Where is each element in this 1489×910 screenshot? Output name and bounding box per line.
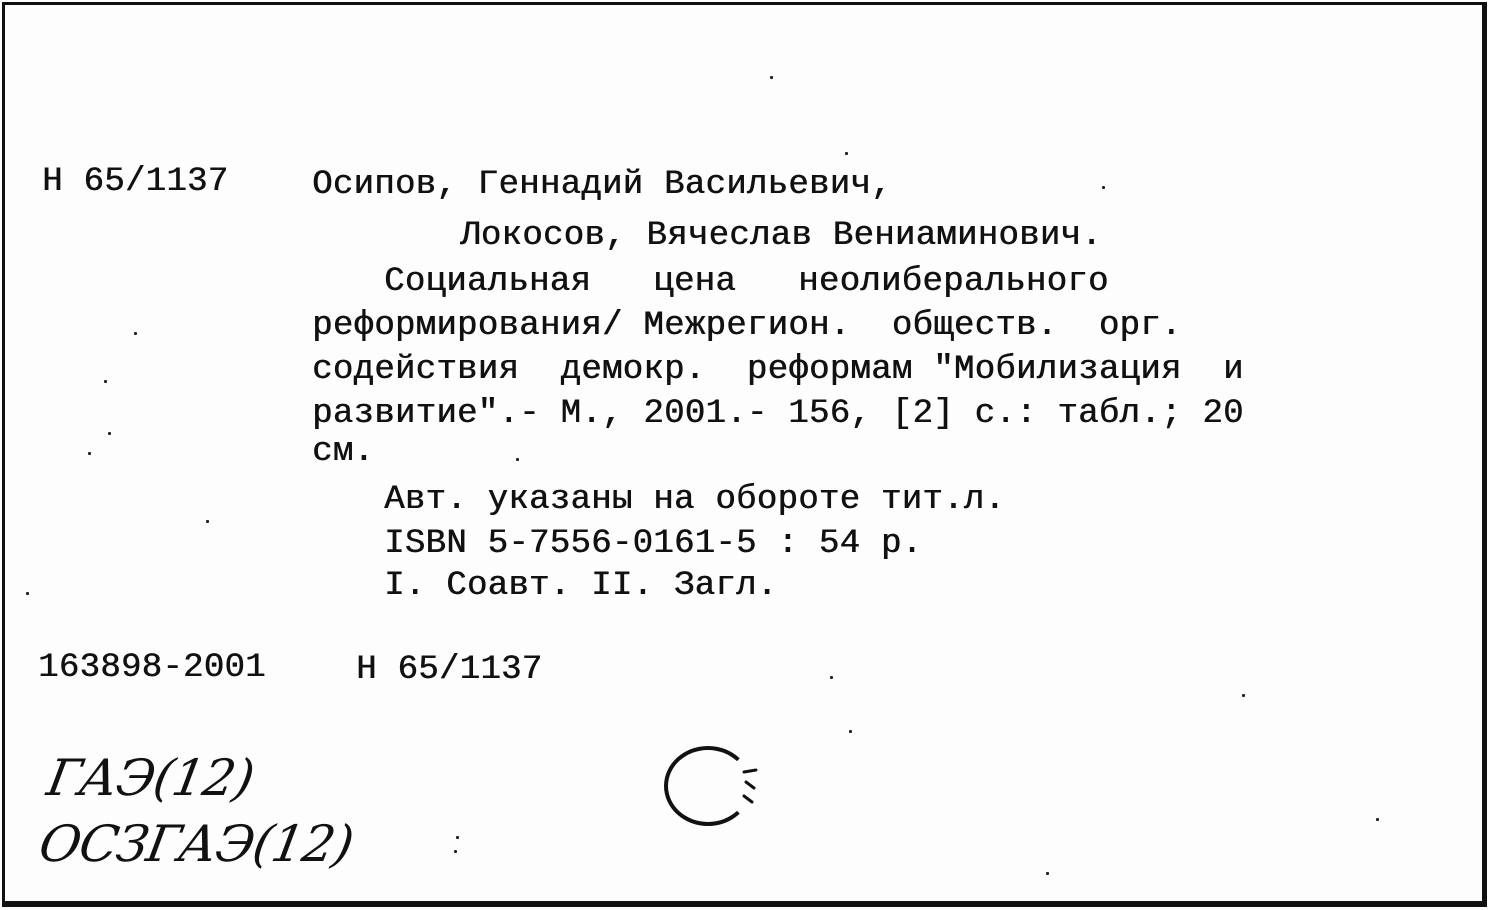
scan-speck [770, 76, 773, 79]
handwritten-mark: ОСЗГАЭ(12) [34, 815, 358, 873]
scan-speck [88, 452, 91, 455]
scan-speck [1102, 186, 1105, 189]
handwritten-mark: ГАЭ(12) [42, 749, 258, 807]
scan-speck [26, 592, 29, 595]
scan-speck [1046, 872, 1049, 875]
description-line: развитие".- М., 2001.- 156, [2] с.: табл.; 20 [312, 395, 1244, 433]
shelfmark: Н 65/1137 [42, 163, 229, 201]
description-line: содействия демокр. реформам "Мобилизация и [312, 351, 1244, 389]
scan-speck [845, 152, 848, 155]
author-line: Осипов, Геннадий Васильевич, [312, 166, 892, 204]
title-line: Социальная цена неолиберального [384, 263, 1109, 301]
scan-speck [516, 458, 519, 461]
coauthor-line: Локосов, Вячеслав Вениаминович. [460, 217, 1102, 255]
scan-speck [134, 332, 137, 335]
punch-hole-edge [742, 766, 772, 806]
scan-speck [108, 432, 111, 435]
scan-speck [104, 380, 107, 383]
note-headings: I. Соавт. II. Загл. [384, 567, 778, 605]
scan-speck [206, 520, 209, 523]
scan-speck [830, 676, 833, 679]
punch-hole [664, 746, 752, 826]
scan-speck [849, 730, 852, 733]
scan-speck [1242, 694, 1245, 697]
scan-speck [1376, 818, 1379, 821]
description-line: реформирования/ Межрегион. обществ. орг. [312, 307, 1182, 345]
note-authors: Авт. указаны на обороте тит.л. [384, 481, 1006, 519]
note-isbn: ISBN 5-7556-0161-5 : 54 р. [384, 525, 923, 563]
scan-speck [456, 836, 459, 839]
accession-shelfmark: Н 65/1137 [356, 651, 543, 689]
description-line: см. [312, 433, 375, 471]
scan-speck [454, 850, 457, 853]
accession-number: 163898-2001 [38, 649, 266, 687]
